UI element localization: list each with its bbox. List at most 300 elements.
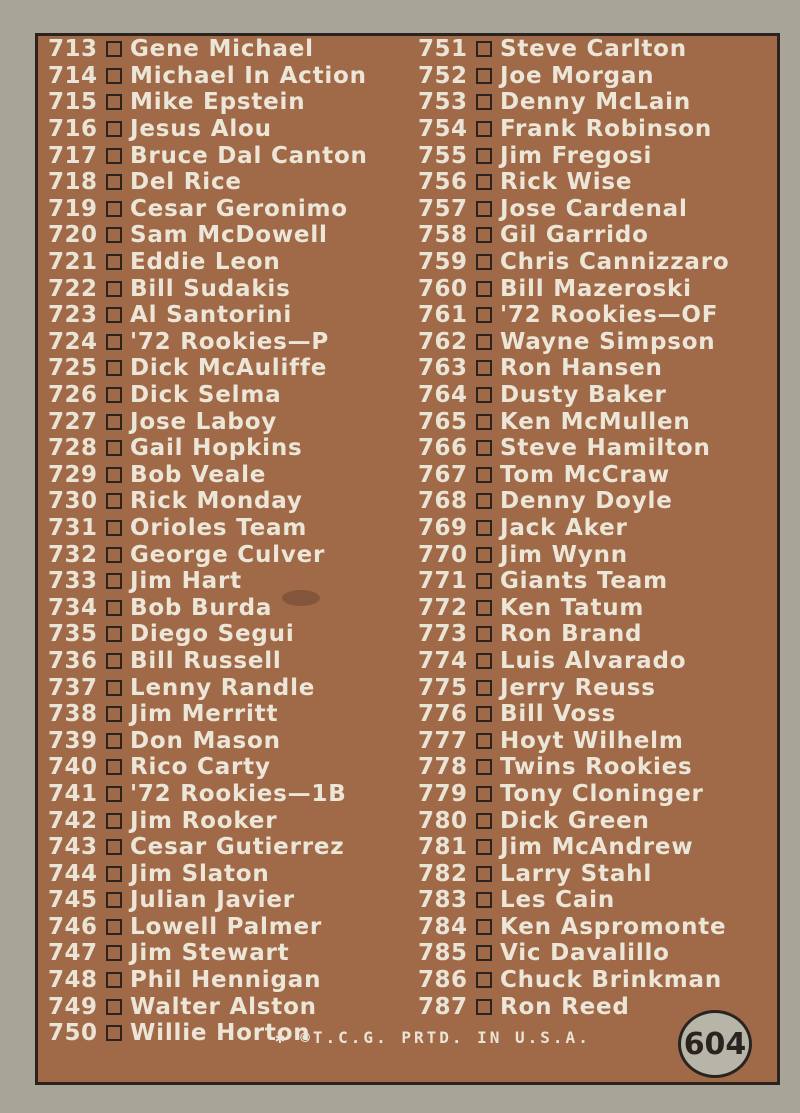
player-name: Gene Michael: [130, 36, 314, 63]
checkbox: [476, 786, 492, 802]
checklist-row: [418, 807, 729, 834]
player-name: Al Santorini: [130, 302, 293, 329]
player-name: Lenny Randle: [130, 674, 316, 701]
checkbox: [106, 227, 122, 243]
card-num: 779: [418, 780, 468, 807]
player-name: Bob Burda: [130, 594, 273, 621]
player-name: Hoyt Wilhelm: [500, 727, 684, 754]
checklist-row: [48, 781, 368, 808]
player-name: Steve Carlton: [500, 36, 687, 63]
player-name: Luis Alvarado: [500, 647, 687, 674]
card-num: 747: [48, 940, 98, 967]
player-name: Phil Hennigan: [130, 967, 322, 994]
checklist-row: [418, 515, 729, 542]
checkbox: [476, 227, 492, 243]
player-name: Rico Carty: [130, 754, 271, 781]
card-num: 728: [48, 435, 98, 462]
checklist-row: [48, 116, 368, 143]
player-name: Bruce Dal Canton: [130, 142, 368, 169]
card-num: 775: [418, 674, 468, 701]
card-num: 738: [48, 701, 98, 728]
player-name: Jim Merritt: [130, 701, 279, 728]
checklist-row: [418, 701, 729, 728]
checklist-row: [48, 541, 368, 568]
checklist-row: [418, 36, 729, 63]
card-num: 746: [48, 913, 98, 940]
card-num: 780: [418, 807, 468, 834]
card-num: 758: [418, 222, 468, 249]
checklist-row: [48, 834, 368, 861]
player-name: Denny McLain: [500, 89, 691, 116]
player-name: '72 Rookies—OF: [500, 302, 719, 329]
checkbox: [106, 201, 122, 217]
card-num: 751: [418, 36, 468, 63]
checklist-row: [418, 568, 729, 595]
player-name: Tony Cloninger: [500, 780, 704, 807]
checkbox: [106, 547, 122, 563]
card-num: 749: [48, 993, 98, 1020]
checklist-row: [418, 541, 729, 568]
checklist-row: [48, 807, 368, 834]
checklist-row: [48, 914, 368, 941]
checkbox: [476, 626, 492, 642]
card-num: 736: [48, 647, 98, 674]
card-num: 774: [418, 647, 468, 674]
player-name: Ron Reed: [500, 993, 630, 1020]
card-num: 762: [418, 328, 468, 355]
checkbox: [106, 972, 122, 988]
checklist-row: [418, 727, 729, 754]
checkbox: [106, 999, 122, 1015]
checkbox: [106, 919, 122, 935]
checklist-row: [418, 89, 729, 116]
card-num: 759: [418, 249, 468, 276]
checkbox: [106, 733, 122, 749]
card-num: 727: [48, 408, 98, 435]
card-num: 750: [48, 1020, 98, 1047]
checklist-row: [418, 754, 729, 781]
player-name: Mike Epstein: [130, 89, 306, 116]
player-name: Lowell Palmer: [130, 913, 323, 940]
player-name: Jack Aker: [500, 514, 628, 541]
left-column: [48, 36, 368, 1047]
checklist-row: [48, 63, 368, 90]
checkbox: [106, 94, 122, 110]
checklist-row: [48, 222, 368, 249]
card-num: 761: [418, 302, 468, 329]
card-num: 757: [418, 195, 468, 222]
card-num: 720: [48, 222, 98, 249]
checklist-row: [418, 169, 729, 196]
player-name: Vic Davalillo: [500, 940, 670, 967]
checklist-row: [48, 249, 368, 276]
checkbox: [106, 626, 122, 642]
player-name: Willie Horton: [130, 1020, 311, 1047]
checklist-row: [418, 435, 729, 462]
checkbox: [476, 759, 492, 775]
checkbox: [106, 467, 122, 483]
checkbox: [106, 387, 122, 403]
checklist-row: [48, 515, 368, 542]
player-name: Bill Russell: [130, 647, 282, 674]
card-num: 754: [418, 116, 468, 143]
card-num: 768: [418, 488, 468, 515]
checkbox: [476, 281, 492, 297]
player-name: Ken Tatum: [500, 594, 645, 621]
checkbox: [106, 440, 122, 456]
checklist-row: [418, 648, 729, 675]
card-num: 718: [48, 169, 98, 196]
checkbox: [476, 334, 492, 350]
card-num: 713: [48, 36, 98, 63]
checkbox: [106, 759, 122, 775]
checklist-row: [418, 116, 729, 143]
card-num: 756: [418, 169, 468, 196]
checklist-row: [48, 993, 368, 1020]
checklist-row: [418, 249, 729, 276]
checklist-row: [418, 621, 729, 648]
player-name: Don Mason: [130, 727, 281, 754]
card-num: 737: [48, 674, 98, 701]
player-name: Ken Aspromonte: [500, 913, 727, 940]
checklist-row: [418, 860, 729, 887]
card-num: 742: [48, 807, 98, 834]
checklist-row: [48, 89, 368, 116]
checkbox: [476, 440, 492, 456]
card-num: 769: [418, 514, 468, 541]
checkbox: [106, 945, 122, 961]
checklist-row: [418, 196, 729, 223]
checkbox: [476, 839, 492, 855]
checkbox: [476, 547, 492, 563]
checklist-row: [48, 142, 368, 169]
player-name: Frank Robinson: [500, 116, 713, 143]
card-num: 729: [48, 461, 98, 488]
card-num: 716: [48, 116, 98, 143]
checklist-row: [418, 887, 729, 914]
card-num: 771: [418, 568, 468, 595]
checkbox: [106, 839, 122, 855]
player-name: Dusty Baker: [500, 382, 667, 409]
card-num: 714: [48, 62, 98, 89]
checkbox: [106, 121, 122, 137]
checklist-row: [48, 462, 368, 489]
checklist-row: [418, 594, 729, 621]
player-name: Eddie Leon: [130, 249, 281, 276]
checklist-row: [418, 302, 729, 329]
checkbox: [106, 68, 122, 84]
checklist-row: [48, 302, 368, 329]
checkbox: [476, 706, 492, 722]
card-num: 743: [48, 834, 98, 861]
checklist-row: [418, 940, 729, 967]
card-num: 765: [418, 408, 468, 435]
player-name: Chris Cannizzaro: [500, 249, 730, 276]
player-name: Michael In Action: [130, 62, 367, 89]
player-name: Rick Monday: [130, 488, 303, 515]
player-name: Del Rice: [130, 169, 242, 196]
player-name: Jim Hart: [130, 568, 242, 595]
player-name: Cesar Geronimo: [130, 195, 348, 222]
player-name: Twins Rookies: [500, 754, 693, 781]
checklist-row: [48, 36, 368, 63]
checkbox: [476, 866, 492, 882]
player-name: Diego Segui: [130, 621, 295, 648]
card-num: 752: [418, 62, 468, 89]
player-name: Sam McDowell: [130, 222, 328, 249]
checklist-panel: [35, 33, 780, 1085]
player-name: Bill Mazeroski: [500, 275, 692, 302]
checkbox: [106, 813, 122, 829]
checklist-row: [418, 329, 729, 356]
checklist-row: [48, 329, 368, 356]
checkbox: [476, 493, 492, 509]
checkbox: [106, 706, 122, 722]
player-name: Wayne Simpson: [500, 328, 716, 355]
checkbox: [106, 680, 122, 696]
checklist-row: [418, 382, 729, 409]
checkbox: [106, 281, 122, 297]
checkbox: [106, 254, 122, 270]
copyright-footer: ✱ ©T.C.G. PRTD. IN U.S.A.: [275, 1028, 591, 1047]
player-name: Walter Alston: [130, 993, 317, 1020]
player-name: Jim Wynn: [500, 541, 628, 568]
checklist-row: [418, 275, 729, 302]
card-num: 741: [48, 780, 98, 807]
checklist-row: [48, 648, 368, 675]
card-num: 739: [48, 727, 98, 754]
checkbox: [106, 866, 122, 882]
checklist-row: [48, 701, 368, 728]
player-name: Ken McMullen: [500, 408, 691, 435]
checklist-row: [48, 727, 368, 754]
checkbox: [106, 360, 122, 376]
checklist-row: [48, 435, 368, 462]
card-num: 721: [48, 249, 98, 276]
card-num: 740: [48, 754, 98, 781]
checkbox: [476, 972, 492, 988]
card-num: 755: [418, 142, 468, 169]
card-num: 777: [418, 727, 468, 754]
player-name: Jesus Alou: [130, 116, 272, 143]
checkbox: [476, 254, 492, 270]
checkbox: [476, 41, 492, 57]
checkbox: [476, 148, 492, 164]
card-num: 719: [48, 195, 98, 222]
player-name: Ron Brand: [500, 621, 643, 648]
checkbox: [106, 493, 122, 509]
checkbox: [106, 334, 122, 350]
player-name: Dick Green: [500, 807, 650, 834]
card-num: 724: [48, 328, 98, 355]
card-num: 785: [418, 940, 468, 967]
checkbox: [106, 573, 122, 589]
player-name: Ron Hansen: [500, 355, 663, 382]
card-num: 733: [48, 568, 98, 595]
card-num: 781: [418, 834, 468, 861]
checklist-row: [418, 834, 729, 861]
player-name: Jim McAndrew: [500, 834, 694, 861]
checkbox: [476, 360, 492, 376]
player-name: George Culver: [130, 541, 326, 568]
checklist-row: [418, 142, 729, 169]
checkbox: [476, 467, 492, 483]
player-name: Bob Veale: [130, 461, 267, 488]
checkbox: [476, 892, 492, 908]
checkbox: [476, 201, 492, 217]
card-num: 715: [48, 89, 98, 116]
player-name: Jose Laboy: [130, 408, 278, 435]
card-num: 766: [418, 435, 468, 462]
card-num: 778: [418, 754, 468, 781]
checklist-row: [48, 568, 368, 595]
card-num: 744: [48, 860, 98, 887]
card-num: 734: [48, 594, 98, 621]
card-num: 723: [48, 302, 98, 329]
card-num: 753: [418, 89, 468, 116]
player-name: '72 Rookies—P: [130, 328, 330, 355]
card-num: 725: [48, 355, 98, 382]
checkbox: [106, 653, 122, 669]
checkbox: [476, 387, 492, 403]
card-num: 776: [418, 701, 468, 728]
checkbox: [476, 121, 492, 137]
player-name: Rick Wise: [500, 169, 633, 196]
card-num: 730: [48, 488, 98, 515]
card-number-badge: 604: [678, 1010, 752, 1078]
card-num: 786: [418, 967, 468, 994]
card-num: 745: [48, 887, 98, 914]
checkbox: [476, 520, 492, 536]
checklist-row: [48, 674, 368, 701]
checklist-row: [48, 940, 368, 967]
checklist-row: [418, 674, 729, 701]
checkbox: [106, 414, 122, 430]
player-name: Bill Voss: [500, 701, 617, 728]
checklist-row: [418, 967, 729, 994]
player-name: '72 Rookies—1B: [130, 780, 347, 807]
checkbox: [476, 919, 492, 935]
player-name: Jose Cardenal: [500, 195, 688, 222]
checkbox: [476, 414, 492, 430]
card-num: 726: [48, 382, 98, 409]
card-num: 763: [418, 355, 468, 382]
card-num: 764: [418, 382, 468, 409]
checklist-row: [48, 169, 368, 196]
right-column: [418, 36, 729, 1020]
player-name: Jim Slaton: [130, 860, 270, 887]
checklist-row: [418, 222, 729, 249]
card-num: 773: [418, 621, 468, 648]
card-num: 782: [418, 860, 468, 887]
checklist-row: [48, 382, 368, 409]
player-name: Dick McAuliffe: [130, 355, 328, 382]
checkbox: [476, 600, 492, 616]
player-name: Steve Hamilton: [500, 435, 711, 462]
player-name: Orioles Team: [130, 514, 308, 541]
checklist-row: [418, 355, 729, 382]
checkbox: [476, 174, 492, 190]
player-name: Jim Fregosi: [500, 142, 653, 169]
checklist-row: [418, 488, 729, 515]
checklist-row: [418, 63, 729, 90]
checkbox: [106, 148, 122, 164]
checkbox: [476, 68, 492, 84]
checkbox: [106, 1025, 122, 1041]
card-num: 731: [48, 514, 98, 541]
checkbox: [476, 573, 492, 589]
checklist-row: [48, 967, 368, 994]
checkbox: [106, 600, 122, 616]
player-name: Cesar Gutierrez: [130, 834, 345, 861]
checklist-row: [418, 408, 729, 435]
player-name: Tom McCraw: [500, 461, 670, 488]
checklist-row: [48, 275, 368, 302]
card-num: 722: [48, 275, 98, 302]
checkbox: [106, 307, 122, 323]
player-name: Gil Garrido: [500, 222, 649, 249]
card-num: 717: [48, 142, 98, 169]
checklist-row: [48, 196, 368, 223]
checklist-row: [48, 355, 368, 382]
checkbox: [476, 813, 492, 829]
checklist-row: [48, 488, 368, 515]
card-num: 760: [418, 275, 468, 302]
checklist-row: [48, 408, 368, 435]
card-num: 772: [418, 594, 468, 621]
checkbox: [106, 786, 122, 802]
player-name: Jim Stewart: [130, 940, 290, 967]
player-name: Jim Rooker: [130, 807, 278, 834]
player-name: Bill Sudakis: [130, 275, 291, 302]
player-name: Gail Hopkins: [130, 435, 303, 462]
player-name: Joe Morgan: [500, 62, 655, 89]
card-num: 783: [418, 887, 468, 914]
checkbox: [476, 680, 492, 696]
card-num: 732: [48, 541, 98, 568]
checkbox: [106, 41, 122, 57]
player-name: Denny Doyle: [500, 488, 673, 515]
player-name: Dick Selma: [130, 382, 282, 409]
checkbox: [106, 892, 122, 908]
card-num: 787: [418, 993, 468, 1020]
player-name: Jerry Reuss: [500, 674, 656, 701]
player-name: Les Cain: [500, 887, 616, 914]
card-num: 770: [418, 541, 468, 568]
checkbox: [476, 945, 492, 961]
card-num: 735: [48, 621, 98, 648]
player-name: Giants Team: [500, 568, 668, 595]
checklist-row: [418, 462, 729, 489]
checkbox: [106, 174, 122, 190]
card-num: 767: [418, 461, 468, 488]
card-num: 748: [48, 967, 98, 994]
checklist-row: [48, 860, 368, 887]
player-name: Chuck Brinkman: [500, 967, 723, 994]
checklist-row: [48, 887, 368, 914]
checklist-row: [48, 621, 368, 648]
checklist-row: [48, 754, 368, 781]
smudge-mark: [282, 590, 320, 606]
checklist-row: [418, 781, 729, 808]
player-name: Julian Javier: [130, 887, 295, 914]
checklist-row: [418, 914, 729, 941]
checkbox: [476, 999, 492, 1015]
checkbox: [476, 94, 492, 110]
card-num: 784: [418, 913, 468, 940]
checklist-row: [418, 993, 729, 1020]
checkbox: [106, 520, 122, 536]
